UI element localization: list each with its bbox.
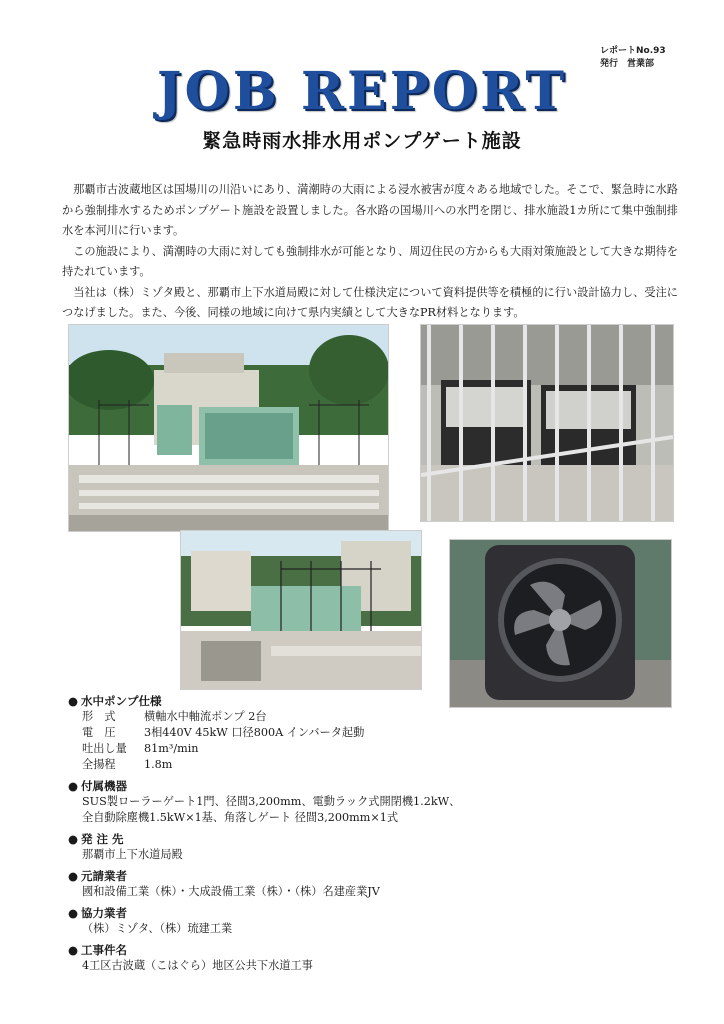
client-section [68,831,628,863]
section-line: 那覇市上下水道局殿 [82,848,183,861]
section-heading: 水中ポンプ仕様 [81,694,162,708]
pump-spec-section [68,693,628,773]
spec-row [68,757,628,773]
facility-side-photo [180,530,422,690]
prime-contractor-section [68,868,628,900]
spec-key: 形 式 [82,710,116,723]
spec-value: 1.8m [144,758,173,771]
spec-key: 電 圧 [82,726,116,739]
equipment-section [68,778,628,826]
spec-value: 3相440V 45kW 口径800A インバータ起動 [144,726,365,739]
spec-value: 横軸水中軸流ポンプ 2台 [144,710,267,723]
section-line: 4工区古波蔵（こはぐら）地区公共下水道工事 [82,959,313,972]
pump-impeller-photo [449,539,672,708]
spec-row [68,725,628,741]
body-paragraph: 那覇市古波蔵地区は国場川の川沿いにあり、満潮時の大雨による浸水被害が度々ある地域でした。そこで、緊急時に水路から強制排水するためポンプゲート施設を設置しました。各水路の国場川への水門を閉じ、排水施設1カ所にて集中強制排水を本河川に行います。 [62,183,678,237]
partners-section [68,905,628,937]
bullet-icon: ● [68,694,79,708]
spec-key: 吐出し量 [82,742,127,755]
section-line: SUS製ローラーゲート1門、径間3,200mm、電動ラック式開閉機1.2kW、 [82,795,461,808]
gate-outlets-photo [420,324,674,522]
section-line: 國和設備工業（株）・大成設備工業（株）・（株）名建産業JV [82,885,380,898]
bullet-icon: ● [68,832,79,846]
body-paragraph: 当社は（株）ミゾタ殿と、那覇市上下水道局殿に対して仕様決定について資料提供等を積極的に行い設計協力し、受注につなげました。また、今後、同様の地域に向けて県内実績として大きなPR材料となります。 [62,285,678,319]
report-title: JOB REPORT [156,61,568,122]
specifications [68,693,628,979]
body-text [62,180,678,324]
spec-row [68,741,628,757]
section-heading: 発 注 先 [81,832,124,846]
section-heading: 元請業者 [81,869,128,883]
facility-overview-photo [68,324,389,532]
report-number: レポートNo.93 [600,46,666,56]
bullet-icon: ● [68,906,79,920]
bullet-icon: ● [68,779,79,793]
section-heading: 付属機器 [81,779,128,793]
bullet-icon: ● [68,869,79,883]
bullet-icon: ● [68,943,79,957]
section-heading: 工事件名 [81,943,128,957]
section-line: （株）ミゾタ、（株）琉建工業 [82,922,233,935]
section-line: 全自動除塵機1.5kW×1基、角落しゲート 径間3,200mm×1式 [82,811,399,824]
project-section [68,942,628,974]
report-subtitle: 緊急時雨水排水用ポンプゲート施設 [202,130,522,152]
section-heading: 協力業者 [81,906,128,920]
body-paragraph: この施設により、満潮時の大雨に対しても強制排水が可能となり、周辺住民の方からも大雨対策施設として大きな期待を持たれています。 [62,244,678,278]
spec-value: 81m³/min [144,742,199,755]
issuer-department: 発行 営業部 [600,59,655,69]
spec-row [68,709,628,725]
spec-key: 全揚程 [82,758,116,771]
